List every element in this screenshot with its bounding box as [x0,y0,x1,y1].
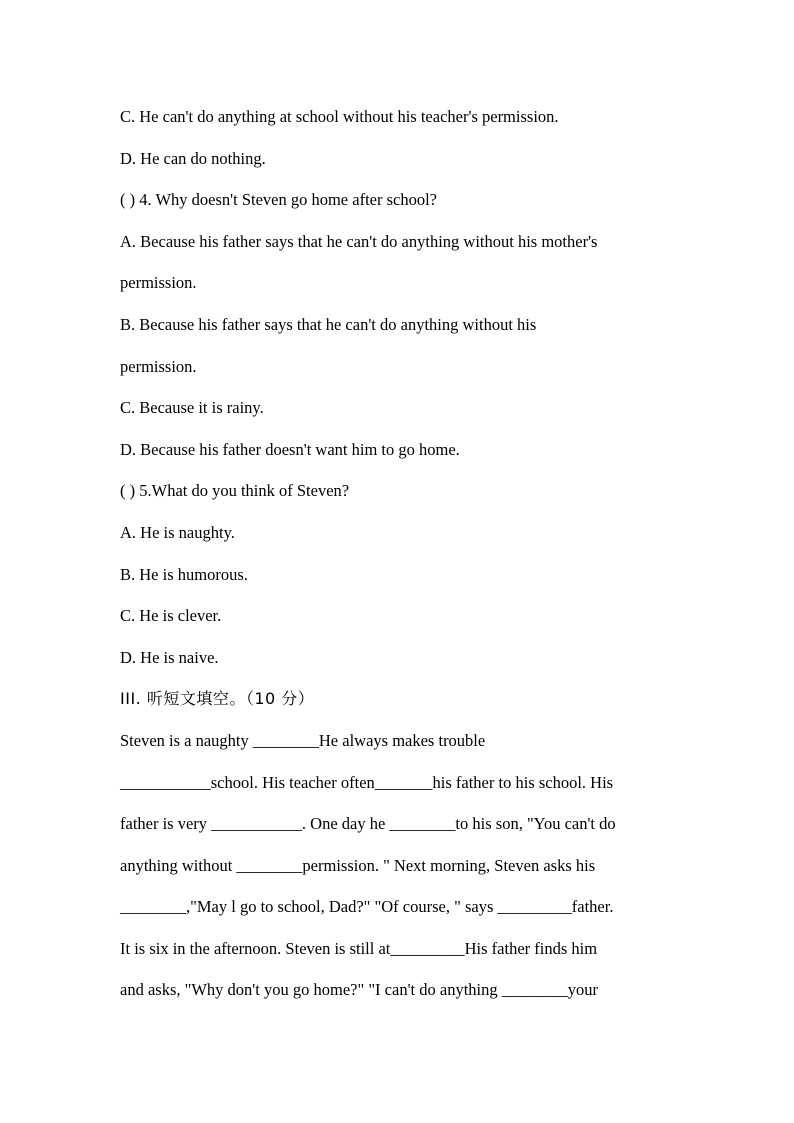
section-heading: III. 听短文填空。（10 分） [120,689,315,709]
passage-line-7: and asks, "Why don't you go home?" "I can't do anything ________your [120,980,598,1000]
option-5a: A. He is naughty. [120,522,235,542]
document-page [120,96,700,1011]
question-5: ( ) 5.What do you think of Steven? [120,481,350,501]
passage-line-5: ________,"May l go to school, Dad?" "Of course, " says _________father. [120,897,614,917]
passage-line-2: ___________school. His teacher often_______his father to his school. His [120,772,614,792]
option-4b-continued: permission. [120,356,197,376]
option-5b: B. He is humorous. [120,564,248,584]
passage-line-3: father is very ___________. One day he ________to his son, "You can't do [120,814,616,834]
option-4d: D. Because his father doesn't want him to go home. [120,439,460,459]
option-3c: C. He can't do anything at school without his teacher's permission. [120,107,559,126]
option-4b: B. Because his father says that he can't do anything without his [120,314,537,334]
option-4a: A. Because his father says that he can't do anything without his mother's [120,231,598,251]
option-5d: D. He is naive. [120,647,219,667]
option-4c: C. Because it is rainy. [120,398,264,418]
passage-line-1: Steven is a naughty ________He always makes trouble [120,730,486,750]
option-5c: C. He is clever. [120,606,222,626]
option-4a-continued: permission. [120,273,197,293]
option-3d: D. He can do nothing. [120,148,266,168]
question-4: ( ) 4. Why doesn't Steven go home after school? [120,190,438,210]
passage-line-4: anything without ________permission. " Next morning, Steven asks his [120,855,596,875]
passage-line-6: It is six in the afternoon. Steven is still at_________His father finds him [120,938,598,958]
